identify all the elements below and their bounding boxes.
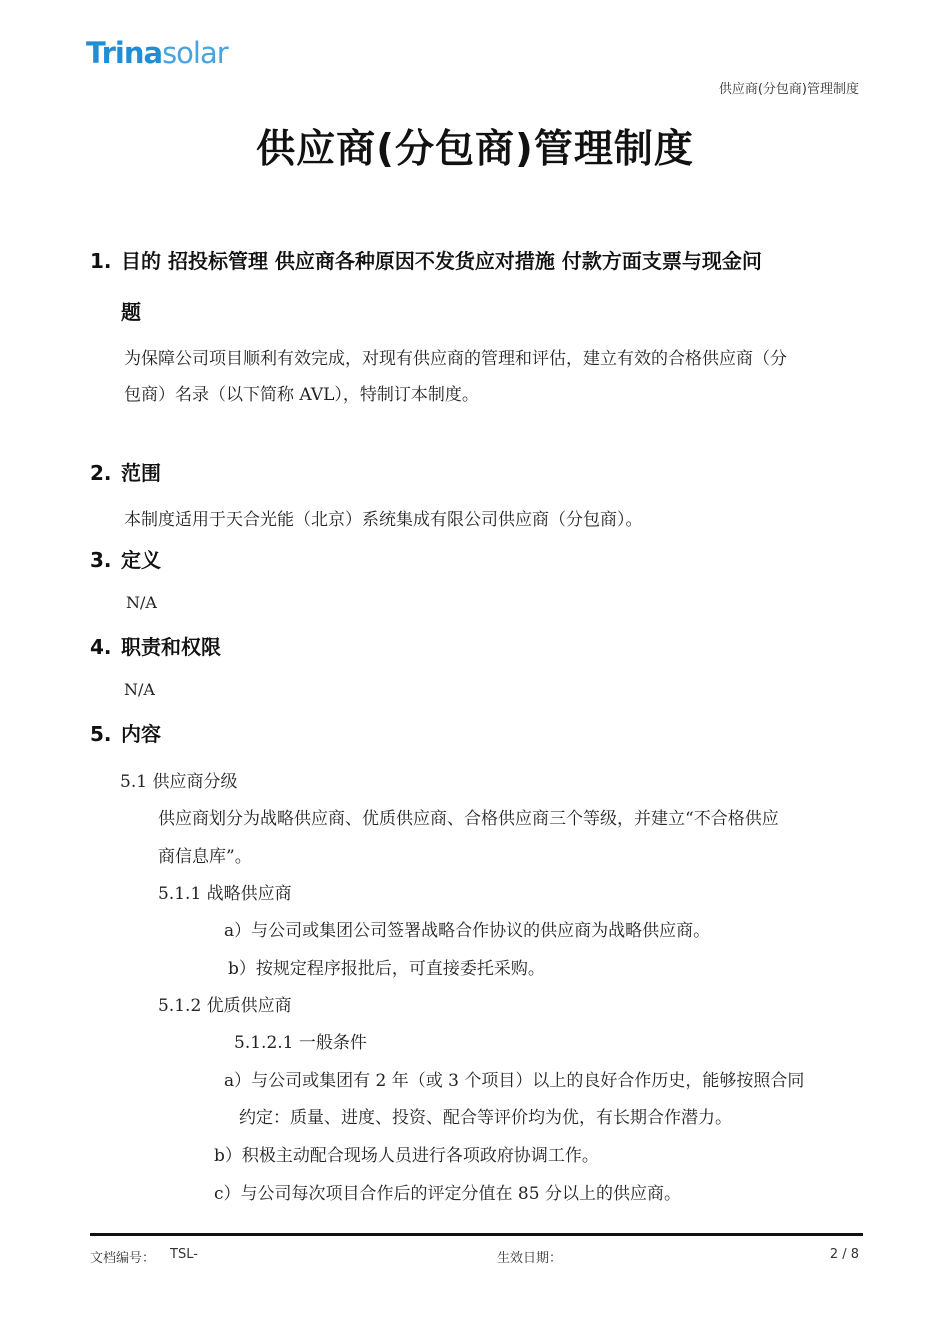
subsection-5-1-title: 5.1 供应商分级 (120, 772, 238, 792)
section-1-body-line-2: 包商）名录（以下简称 AVL），特制订本制度。 (124, 385, 479, 405)
section-2-number: 2. (90, 461, 112, 485)
trinasolar-logo (86, 36, 228, 70)
section-2-heading-text: 范围 (121, 461, 161, 485)
section-1-heading-continued: 题 (121, 300, 141, 324)
footer-effective-date-label: 生效日期： (497, 1251, 563, 1266)
section-4-heading-text: 职责和权限 (121, 635, 221, 659)
footer-rule (90, 1233, 863, 1236)
subsection-5-1-2-title: 5.1.2 优质供应商 (158, 996, 292, 1016)
subsection-5-1-1-title: 5.1.1 战略供应商 (158, 884, 292, 904)
subsection-5-1-1-item-b: b）按规定程序报批后，可直接委托采购。 (228, 959, 545, 979)
section-1-heading-text: 目的 招投标管理 供应商各种原因不发货应对措施 付款方面支票与现金问 (121, 249, 762, 273)
section-3-heading (90, 544, 161, 573)
section-1-heading (90, 245, 762, 274)
footer-doc-number-label: 文档编号： (90, 1251, 156, 1266)
subsection-5-1-2-1-title: 5.1.2.1 一般条件 (234, 1033, 367, 1053)
running-header: 供应商(分包商)管理制度 (718, 82, 859, 97)
subsection-5-1-2-1-item-c: c）与公司每次项目合作后的评定分值在 85 分以上的供应商。 (214, 1184, 681, 1204)
section-4-heading (90, 631, 221, 660)
subsection-5-1-2-1-item-a-line-2: 约定：质量、进度、投资、配合等评价均为优，有长期合作潜力。 (239, 1108, 732, 1128)
section-3-heading-text: 定义 (121, 548, 161, 572)
subsection-5-1-body-line-1: 供应商划分为战略供应商、优质供应商、合格供应商三个等级，并建立“不合格供应 (158, 809, 779, 829)
section-5-heading-text: 内容 (121, 722, 161, 746)
subsection-5-1-1-item-a: a）与公司或集团公司签署战略合作协议的供应商为战略供应商。 (224, 921, 711, 941)
section-4-number: 4. (90, 635, 112, 659)
document-title: 供应商(分包商)管理制度 (256, 127, 694, 172)
section-5-number: 5. (90, 722, 112, 746)
section-3-body: N/A (126, 593, 157, 612)
section-1-body-line-1: 为保障公司项目顺利有效完成，对现有供应商的管理和评估，建立有效的合格供应商（分 (124, 349, 787, 369)
footer-page-number: 2 / 8 (829, 1247, 859, 1262)
subsection-5-1-2-1-item-b: b）积极主动配合现场人员进行各项政府协调工作。 (214, 1146, 599, 1166)
section-4-body: N/A (124, 680, 155, 699)
subsection-5-1-body-line-2: 商信息库”。 (158, 847, 252, 867)
section-3-number: 3. (90, 548, 112, 572)
logo-part-trina: Trina (86, 36, 163, 70)
section-2-body: 本制度适用于天合光能（北京）系统集成有限公司供应商（分包商）。 (124, 510, 643, 530)
section-5-heading (90, 718, 161, 747)
section-2-heading (90, 457, 161, 486)
subsection-5-1-2-1-item-a-line-1: a）与公司或集团有 2 年（或 3 个项目）以上的良好合作历史，能够按照合同 (224, 1071, 805, 1091)
footer-doc-number-value: TSL- (170, 1247, 198, 1262)
section-1-number: 1. (90, 249, 112, 273)
logo-part-solar: solar (162, 36, 228, 70)
